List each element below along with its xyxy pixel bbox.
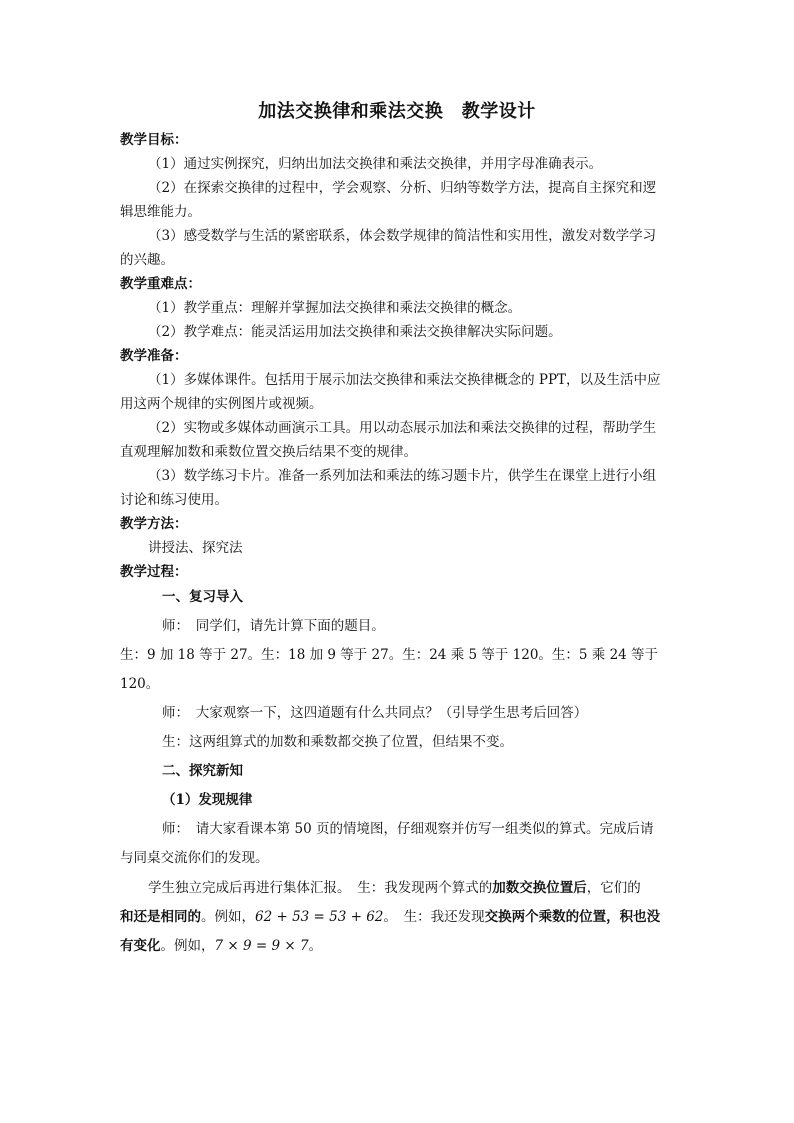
goal-1: （1）通过实例探究，归纳出加法交换律和乘法交换律，并用字母准确表示。 <box>148 156 603 172</box>
process-heading: 教学过程： <box>120 564 188 580</box>
prep-heading: 教学准备： <box>120 348 188 364</box>
section-2-subtitle: （1）发现规律 <box>162 792 253 808</box>
student-line-2: 生：这两组算式的加数和乘数都交换了位置，但结果不变。 <box>162 734 513 750</box>
prep-1-line-2: 用这两个规律的实例图片或视频。 <box>120 396 323 412</box>
method-heading: 教学方法： <box>120 516 188 532</box>
prep-2-line-1: （2）实物或多媒体动画演示工具。用以动态展示加法和乘法交换律的过程，帮助学生 <box>148 420 657 436</box>
prep-2-line-2: 直观理解加数和乘数位置交换后结果不变的规律。 <box>120 444 417 460</box>
report-line-3 <box>120 937 322 955</box>
report-text: ，它们的 <box>586 880 641 896</box>
prep-3-line-1: （3）数学练习卡片。准备一系列加法和乘法的练习题卡片，供学生在课堂上进行小组 <box>148 468 657 484</box>
section-1-title: 一、复习导入 <box>162 589 243 605</box>
prep-3-line-2: 讨论和练习使用。 <box>120 492 228 508</box>
document-title: 加法交换律和乘法交换 教学设计 <box>258 101 536 122</box>
goal-2-line-2: 辑思维能力。 <box>120 204 201 220</box>
goals-heading: 教学目标： <box>120 132 188 148</box>
key-points-heading: 教学重难点： <box>120 276 201 292</box>
report-line-2 <box>120 908 660 926</box>
teacher-line-2: 师： 大家观察一下，这四道题有什么共同点？（引导学生思考后回答） <box>162 705 588 721</box>
student-line-1b: 120。 <box>120 676 160 692</box>
report-emphasis: 和还是相同的 <box>120 909 201 925</box>
key-point-2: （2）教学难点：能灵活运用加法交换律和乘法交换律解决实际问题。 <box>148 324 562 340</box>
report-text: 。 <box>308 938 323 954</box>
teacher-line-3a: 师： 请大家看课本第 50 页的情境图，仔细观察并仿写一组类似的算式。完成后请 <box>162 821 654 837</box>
report-text: 学生独立完成后再进行集体汇报。 生：我发现两个算式的 <box>148 880 493 896</box>
report-emphasis: 有变化 <box>120 938 161 954</box>
report-text: 。 生：我还发现 <box>383 909 485 925</box>
report-line-1 <box>148 879 641 897</box>
key-point-1: （1）教学重点：理解并掌握加法交换律和乘法交换律的概念。 <box>148 300 522 316</box>
teacher-line-1: 师： 同学们，请先计算下面的题目。 <box>162 618 385 634</box>
teacher-line-3b: 与同桌交流你们的发现。 <box>120 850 269 866</box>
report-emphasis: 加数交换位置后 <box>492 880 587 896</box>
goal-3-line-1: （3）感受数学与生活的紧密联系，体会数学规律的简洁性和实用性，激发对数学学习 <box>148 228 657 244</box>
report-emphasis: 交换两个乘数的位置，积也没 <box>484 909 661 925</box>
section-2-title: 二、探究新知 <box>162 763 243 779</box>
prep-1-line-1: （1）多媒体课件。包括用于展示加法交换律和乘法交换律概念的 PPT，以及生活中应 <box>148 372 661 388</box>
report-text: 。例如， <box>160 938 215 954</box>
student-line-1a: 生：9 加 18 等于 27。生：18 加 9 等于 27。生：24 乘 5 等于 120。生：5 乘 24 等于 <box>120 647 659 663</box>
addition-example: 62 + 53 = 53 + 62 <box>255 909 384 925</box>
method-text: 讲授法、探究法 <box>148 540 243 556</box>
goal-2-line-1: （2）在探索交换律的过程中，学会观察、分析、归纳等数学方法，提高自主探究和逻 <box>148 180 657 196</box>
goal-3-line-2: 的兴趣。 <box>120 252 174 268</box>
multiplication-example: 7 × 9 = 9 × 7 <box>214 938 309 954</box>
report-text: 。例如， <box>201 909 255 925</box>
